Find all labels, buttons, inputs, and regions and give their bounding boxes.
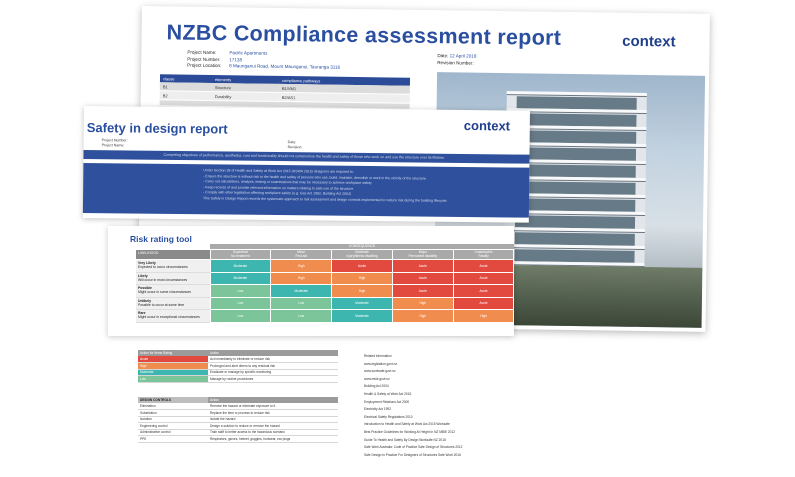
control-action-cell: Replace the item or process to reduce risk xyxy=(208,410,338,417)
reference-item: Best Practice Guidelines for Working At Height In NZ MBIE 2012 xyxy=(364,429,456,434)
reference-item: Introduction to Health and Safety at Work Act 2015 Worksafe xyxy=(364,422,450,427)
consequence-desc: Fatality xyxy=(478,254,489,258)
risk-cell: Acute xyxy=(393,260,453,272)
likelihood-label-cell xyxy=(136,298,210,311)
consequence-header xyxy=(271,250,331,259)
risk-cell: Acute xyxy=(393,285,453,297)
reference-item: www.legislation.govt.nz xyxy=(364,361,397,366)
references-list xyxy=(364,353,462,459)
rating-cell: Acute xyxy=(138,356,208,363)
reference-item: Electricity Act 1992 xyxy=(364,407,391,412)
risk-cell: Moderate xyxy=(332,298,392,310)
risk-cell: Moderate xyxy=(332,310,392,322)
safety-design-title: Safety in design report xyxy=(86,120,228,137)
control-action-cell: Isolate the hazard xyxy=(208,416,338,423)
action-rating-header: Action for Items Rating xyxy=(138,350,208,356)
likelihood-label-cell xyxy=(136,285,210,298)
action-cell: Prolonged and alert others to any residual risk xyxy=(208,363,338,370)
likelihood-row xyxy=(136,310,514,323)
reference-item: Safe Design In Practice For Designers of Structures Safe Work 2016 xyxy=(364,452,461,457)
sd-date-label: Date: xyxy=(287,140,297,145)
design-controls-table xyxy=(138,397,338,443)
control-name-cell: Substitution xyxy=(138,410,208,417)
clause-header: clause xyxy=(160,74,212,83)
references-label: Related information xyxy=(364,354,392,358)
project-location-value: 8 Maunganui Road, Mount Maunganui, Tauranga 3116 xyxy=(229,63,341,70)
sd-project-name-label: Project Name: xyxy=(101,143,125,148)
control-action-cell: Train staff to better access to the hazardous scenario xyxy=(208,429,338,436)
likelihood-label-cell xyxy=(136,260,210,273)
project-name-label: Project Name: xyxy=(187,49,217,56)
risk-rating-title: Risk rating tool xyxy=(130,234,192,244)
date-value: 12 April 2018 xyxy=(449,53,477,59)
table-cell: B1/VM1 xyxy=(279,84,410,94)
table-row xyxy=(138,436,338,443)
likelihood-row xyxy=(136,285,514,298)
likelihood-name: Possible xyxy=(138,286,152,290)
risk-cell: High xyxy=(393,298,453,310)
control-name-cell: Elimination xyxy=(138,403,208,410)
likelihood-name: Rare xyxy=(138,311,146,315)
control-action-cell: Design a solution to reduce or remove the hazard xyxy=(208,423,338,430)
project-name-value: Pacific Apartments xyxy=(229,50,268,56)
likelihood-desc: Possible to occur at some time xyxy=(138,302,185,307)
action-cell: Manage by routine procedures xyxy=(208,376,338,383)
consequence-desc: Injury/Illness disabling xyxy=(346,254,378,258)
risk-cell: Acute xyxy=(454,273,514,285)
consequence-name: Moderate xyxy=(355,250,369,254)
control-name-cell: Isolation xyxy=(138,416,208,423)
clause-table xyxy=(160,74,410,109)
likelihood-desc: Might occur in exceptional circumstances xyxy=(138,315,200,320)
consequence-desc: First aid xyxy=(295,254,307,258)
risk-rating-page xyxy=(108,226,514,336)
reference-item: Health & Safety at Work Act 2015 xyxy=(364,391,412,396)
consequence-header xyxy=(332,250,392,259)
project-number-label: Project Number: xyxy=(187,56,221,62)
reference-item: Guide To Health and Safety By Design Worksafe NZ 2018 xyxy=(364,437,446,442)
controls-action-header: Action xyxy=(208,397,338,403)
consequence-name: Major xyxy=(418,250,427,254)
table-cell: Structure xyxy=(212,83,279,92)
risk-cell: Low xyxy=(211,285,271,297)
body-line: - Ensure the structure is without risk to the health and safety of persons who use, build, maintain, demolish or work in the vicinity of the structure xyxy=(203,173,426,181)
table-row xyxy=(138,376,338,383)
action-table xyxy=(138,350,338,383)
risk-cell: Low xyxy=(271,298,331,310)
likelihood-name: Likely xyxy=(138,273,148,278)
risk-cell: Moderate xyxy=(211,273,271,285)
risk-cell: Acute xyxy=(454,285,514,297)
project-number-value: 17138 xyxy=(229,56,243,62)
risk-cell: Moderate xyxy=(271,285,331,297)
project-location-label: Project Location: xyxy=(187,62,222,69)
risk-matrix xyxy=(136,244,514,323)
design-controls-header: DESIGN CONTROLS xyxy=(138,397,208,403)
consequence-names-row xyxy=(136,250,514,260)
likelihood-row xyxy=(136,260,514,273)
table-cell: B2 xyxy=(160,91,212,101)
consequence-header xyxy=(454,250,514,259)
sd-project-number-label: Project Number: xyxy=(101,138,128,143)
consequence-desc: Permanent disability xyxy=(408,254,438,258)
reference-item: www.mbie.govt.nz xyxy=(364,376,390,381)
likelihood-label-cell xyxy=(136,310,210,323)
risk-cell: Acute xyxy=(454,260,514,272)
compliance-report-title: NZBC Compliance assessment report xyxy=(166,20,562,50)
risk-cell: Moderate xyxy=(211,260,271,272)
consequence-header xyxy=(211,250,271,259)
risk-cell: High xyxy=(332,273,392,285)
body-line: Under Section 39 of Health and Safety at Work Act 2015 (HSWA 2015) designers are required to: xyxy=(203,168,354,174)
action-cell: Act immediately to eliminate or reduce risk xyxy=(208,356,338,363)
risk-cell: Low xyxy=(211,298,271,310)
intro-band: Competing objectives of performance, aesthetics, cost and functionality should not compromise the health and safety of those who work on and use the structure over its lifetime. xyxy=(83,150,529,164)
body-line: - Comply with other legislation affecting workplace safety (e.g. Gas Act 1992, Building Act 2004) xyxy=(203,190,352,197)
consequence-name: Catastrophic xyxy=(474,250,493,254)
risk-cell: Acute xyxy=(332,260,392,272)
consequence-name: Superficial xyxy=(232,250,248,254)
reference-item: Employment Relations Act 2000 xyxy=(364,399,410,404)
context-logo: context xyxy=(463,117,511,134)
likelihood-desc: Will occur in most circumstances xyxy=(138,277,188,282)
reference-item: www.worksafe.govt.nz xyxy=(364,369,396,374)
likelihood-desc: Expected to occur circumstances xyxy=(138,265,188,270)
project-fields xyxy=(187,50,340,72)
likelihood-row xyxy=(136,273,514,286)
rating-cell: Moderate xyxy=(138,369,208,376)
control-action-cell: Remove the hazard or eliminate exposure to it xyxy=(208,403,338,410)
risk-cell: High xyxy=(271,260,331,272)
hswa-band xyxy=(83,163,529,218)
body-line: - Keep records of and provide relevant information on matters relating to safe use of the structure xyxy=(203,185,354,191)
context-logo: context xyxy=(622,32,676,51)
control-name-cell: PPE xyxy=(138,436,208,443)
reference-item: Electrical Safety Regulations 2010 xyxy=(364,414,413,419)
control-action-cell: Respirators, gloves, helmet, goggles, footwear, ear plugs xyxy=(208,436,338,443)
consequence-header xyxy=(393,250,453,259)
likelihood-label-cell xyxy=(136,273,210,286)
date-fields xyxy=(437,53,476,67)
risk-cell: High xyxy=(454,310,514,322)
body-line: This Safety in Design Report records the systematic approach to risk assessment and design controls implemented to reduce risk during the building lifecycle. xyxy=(203,196,448,203)
table-cell xyxy=(212,100,279,107)
control-name-cell: Administrative control xyxy=(138,429,208,436)
risk-cell: High xyxy=(393,310,453,322)
risk-cell: High xyxy=(271,273,331,285)
action-cell: Eradicate or manage by specific monitoring xyxy=(208,369,338,376)
rating-cell: High xyxy=(138,363,208,370)
likelihood-desc: Might occur in some circumstances xyxy=(138,290,191,295)
rating-cell: Low xyxy=(138,376,208,383)
table-cell xyxy=(160,100,212,107)
safety-design-page xyxy=(83,106,530,223)
consequence-label: CONSEQUENCE xyxy=(210,244,514,249)
revision-label: Revision Number: xyxy=(437,59,474,66)
likelihood-row xyxy=(136,298,514,311)
date-label: Date: xyxy=(437,53,449,59)
pathways-header: compliance pathways xyxy=(279,76,410,86)
consequence-name: Minor xyxy=(297,250,306,254)
control-name-cell: Engineering control xyxy=(138,423,208,430)
table-cell: B1 xyxy=(160,82,212,91)
reference-item: Building Act 2004 xyxy=(364,384,389,389)
action-header: Action xyxy=(208,350,338,356)
risk-cell: Acute xyxy=(454,298,514,310)
body-line: - Carry out calculations, analysis, testing or examinations that may be necessary to achieve workplace safety xyxy=(203,179,372,186)
risk-cell: Low xyxy=(271,310,331,322)
risk-cell: Low xyxy=(211,310,271,322)
reference-item: Safe Work Australia: Code of Practice Safe Design of Structures 2012 xyxy=(364,445,463,450)
table-cell: Durability xyxy=(212,91,279,101)
elements-header: elements xyxy=(212,75,279,84)
likelihood-name: Unlikely xyxy=(138,298,152,303)
risk-cell: Acute xyxy=(393,273,453,285)
sd-revision-label: Revision: xyxy=(287,145,303,150)
risk-cell: High xyxy=(332,285,392,297)
likelihood-label: LIKELIHOOD xyxy=(136,250,210,259)
likelihood-name: Very Likely xyxy=(138,261,156,265)
table-cell: B2/AS1 xyxy=(279,92,410,103)
consequence-desc: No treatment xyxy=(231,254,250,258)
